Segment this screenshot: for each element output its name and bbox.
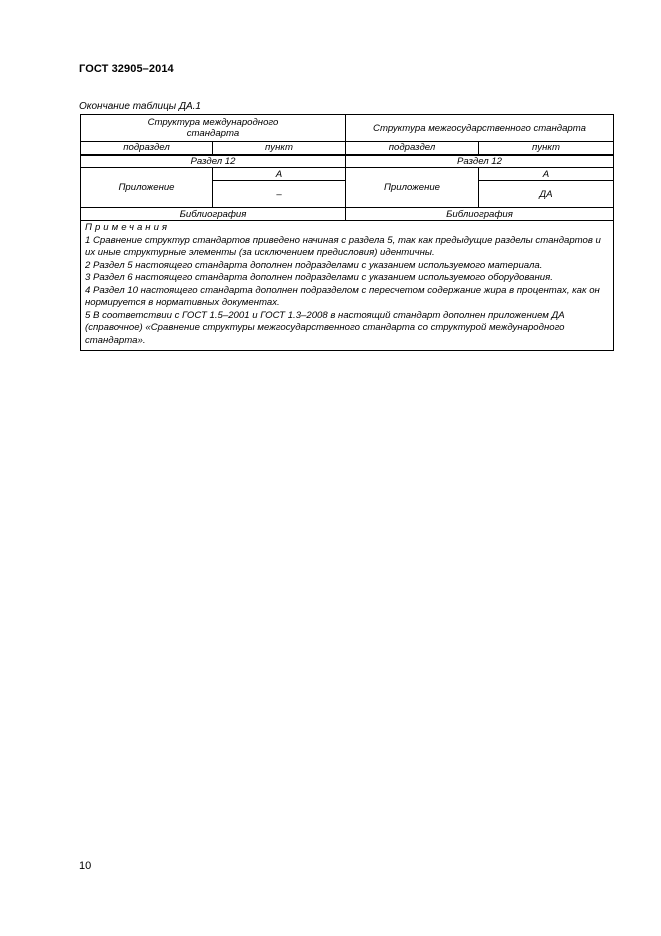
page-number: 10 bbox=[79, 860, 92, 872]
appendix-right-da: ДА bbox=[479, 181, 614, 208]
header-international: Структура международного стандарта bbox=[81, 115, 346, 142]
section-12-right: Раздел 12 bbox=[346, 155, 614, 168]
appendix-row-top bbox=[81, 168, 614, 181]
note-5: 5 В соответствии с ГОСТ 1.5–2001 и ГОСТ 1.3–2008 в настоящий стандарт дополнен приложением ДА (справочное) «Сравнение структуры межгосударственного стандарта со структурой международного стандарта». bbox=[85, 309, 565, 346]
bibliography-left: Библиография bbox=[81, 208, 346, 221]
subheader-intl-item: пункт bbox=[213, 142, 346, 155]
subheader-intl-subsection: подраздел bbox=[81, 142, 213, 155]
section-12-row bbox=[81, 155, 614, 168]
subheader-inter-subsection: подраздел bbox=[346, 142, 479, 155]
appendix-right-label: Приложение bbox=[346, 168, 479, 208]
bibliography-right: Библиография bbox=[346, 208, 614, 221]
notes-cell bbox=[81, 221, 614, 351]
appendix-left-a: А bbox=[213, 168, 346, 181]
note-2: 2 Раздел 5 настоящего стандарта дополнен подразделами с указанием используемого материала. bbox=[85, 259, 543, 271]
note-4: 4 Раздел 10 настоящего стандарта дополнен подразделом с пересчетом содержание жира в процентах, как он нормируется в нормативных документах. bbox=[85, 284, 600, 308]
notes-row bbox=[81, 221, 614, 351]
structure-comparison-table bbox=[80, 114, 614, 351]
header-interstate: Структура межгосударственного стандарта bbox=[346, 115, 614, 142]
document-code: ГОСТ 32905–2014 bbox=[79, 63, 174, 75]
appendix-right-a: А bbox=[479, 168, 614, 181]
subheader-row bbox=[81, 142, 614, 155]
table-caption: Окончание таблицы ДА.1 bbox=[79, 101, 201, 112]
subheader-inter-item: пункт bbox=[479, 142, 614, 155]
header-row bbox=[81, 115, 614, 142]
appendix-left-dash: – bbox=[213, 181, 346, 208]
note-1: 1 Сравнение структур стандартов приведено начиная с раздела 5, так как предыдущие разделы стандартов и их иные структурные элементы (за исключением предисловия) идентичны. bbox=[85, 234, 601, 258]
bibliography-row bbox=[81, 208, 614, 221]
section-12-left: Раздел 12 bbox=[81, 155, 346, 168]
notes-title: Примечания bbox=[85, 222, 171, 233]
appendix-left-label: Приложение bbox=[81, 168, 213, 208]
note-3: 3 Раздел 6 настоящего стандарта дополнен подразделами с указанием используемого оборудования. bbox=[85, 272, 553, 283]
